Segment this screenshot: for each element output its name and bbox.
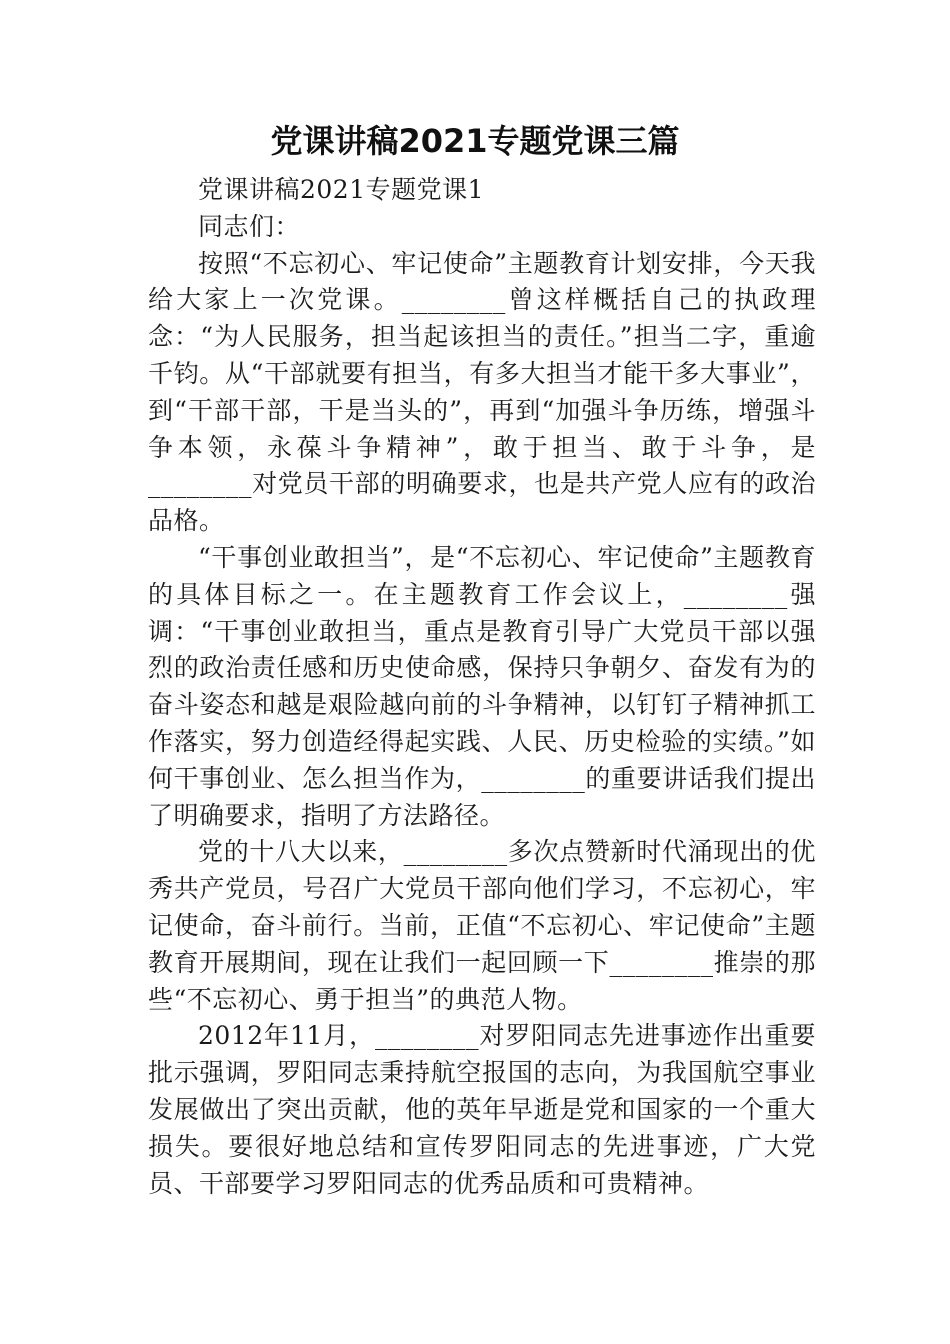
- subheading: 党课讲稿2021专题党课1: [198, 175, 485, 204]
- paragraph: 2012年11月，________对罗阳同志先进事迹作出重要批示强调，罗阳同志秉持航空报国的志向，为我国航空事业发展做出了突出贡献，他的英年早逝是党和国家的一个重大损失。要很好地总结和宣传罗阳同志的先进事迹，广大党员、干部要学习罗阳同志的优秀品质和可贵精神。: [148, 1021, 816, 1198]
- document-body: [148, 172, 816, 1202]
- paragraph: 按照“不忘初心、牢记使命”主题教育计划安排，今天我给大家上一次党课。________曾这样概括自己的执政理念：“为人民服务，担当起该担当的责任。”担当二字，重逾千钧。从“干部就要有担当，有多大担当才能干多大事业”，到“干部干部，干是当头的”，再到“加强斗争历练，增强斗争本领，永葆斗争精神”，敢于担当、敢于斗争，是________对党员干部的明确要求，也是共产党人应有的政治品格。: [148, 248, 816, 536]
- paragraph: 党的十八大以来，________多次点赞新时代涌现出的优秀共产党员，号召广大党员干部向他们学习，不忘初心，牢记使命，奋斗前行。当前，正值“不忘初心、牢记使命”主题教育开展期间，现在让我们一起回顾一下________推崇的那些“不忘初心、勇于担当”的典范人物。: [148, 837, 816, 1014]
- salutation: 同志们：: [198, 211, 301, 241]
- document-title: 党课讲稿2021专题党课三篇: [270, 122, 680, 160]
- paragraph: “干事创业敢担当”，是“不忘初心、牢记使命”主题教育的具体目标之一。在主题教育工作会议上，________强调：“干事创业敢担当，重点是教育引导广大党员干部以强烈的政治责任感和历史使命感，保持只争朝夕、奋发有为的奋斗姿态和越是艰险越向前的斗争精神，以钉钉子精神抓工作落实，努力创造经得起实践、人民、历史检验的实绩。”如何干事创业、怎么担当作为，________的重要讲话我们提出了明确要求，指明了方法路径。: [148, 542, 816, 830]
